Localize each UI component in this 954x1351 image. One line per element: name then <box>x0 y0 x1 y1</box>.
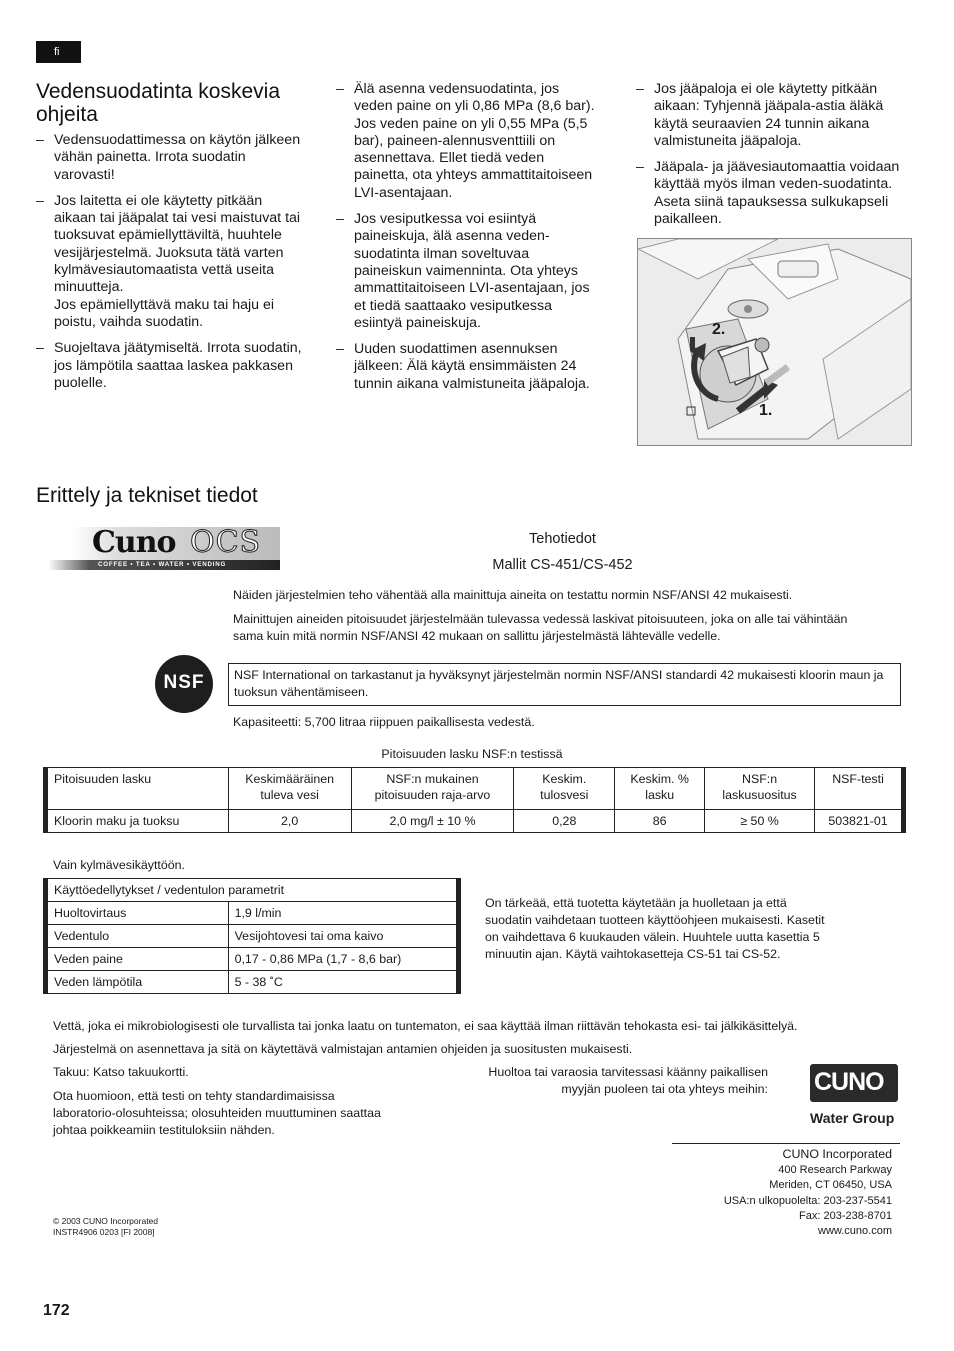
nsf-certification-mark <box>155 655 213 713</box>
section-title-line1: Vedensuodatinta koskevia <box>36 80 281 103</box>
table-row <box>48 810 902 833</box>
water-group-text: Water Group <box>810 1110 895 1126</box>
column-header: Keskim. tulosvesi <box>514 768 615 810</box>
table-cell: Kloorin maku ja tuoksu <box>48 810 229 833</box>
table-cell: ≥ 50 % <box>705 810 815 833</box>
cuno-water-group-logo <box>810 1064 900 1130</box>
table-row: Huoltovirtaus 1,9 l/min <box>48 902 457 925</box>
nsf-certification-box: NSF International on tarkastanut ja hyväksynyt järjestelmän normin NSF/ANSI standardi 42 mukaisesti kloorin maun ja tuoksun vähentämiseen. <box>228 663 901 706</box>
table-header-row <box>48 768 902 810</box>
company-name: CUNO Incorporated <box>782 1147 892 1161</box>
address-divider <box>672 1143 900 1144</box>
company-address <box>640 1146 892 1239</box>
document-code: INSTR4906 0203 [FI 2008] <box>53 1227 155 1237</box>
list-item: – Vedensuodattimessa on käytön jälkeen vähän painetta. Irrota suodatin varovasti! <box>36 132 306 184</box>
table-row: Vedentulo Vesijohtovesi tai oma kaivo <box>48 925 457 948</box>
note-microbiological: Vettä, joka ei mikrobiologisesti ole turvallista tai jonka laatu on tuntematon, ei saa käyttää ilman riittävän tehokasta esi- tai jälkikäsittelyä. <box>53 1019 798 1033</box>
conditions-table-wrap <box>43 878 461 994</box>
note-installation: Järjestelmä on asennettava ja sitä on käytettävä valmistajan antamien ohjeiden ja suositusten mukaisesti. <box>53 1042 633 1056</box>
address-phone: USA:n ulkopuolelta: 203-237-5541 <box>723 1194 892 1207</box>
table-header-row <box>48 879 457 902</box>
step-1-label: 1. <box>759 402 773 419</box>
column-header: Keskimääräinen tuleva vesi <box>228 768 351 810</box>
list-item: – Jos laitetta ei ole käytetty pitkään aikaan tai jääpalat tai vesi maistuvat tai tuoksuvat epämiellyttäviltä, huuhtele vesijärjestelmä. Juoksuta tätä varten kylmävesiautomaatista vettä useita minuutteja. Jos epämiellyttävä maku tai haju ei poistu, vaihda suodatin. <box>36 193 306 331</box>
address-fax: Fax: 203-238-8701 <box>799 1209 892 1222</box>
column-header: Keskim. % lasku <box>615 768 705 810</box>
models-title: Mallit CS-451/CS-452 <box>492 557 633 573</box>
service-contact-note: Huoltoa tai varaosia tarvitessasi käänny paikallisen myyjän puoleen tai ota yhteys meihin: <box>488 1065 768 1096</box>
address-street: 400 Research Parkway <box>778 1164 892 1176</box>
list-item: – Jääpala- ja jäävesiautomaattia voidaan käyttää myös ilman veden-suodatinta. Aseta siinä tapauksessa sulkukapseli paikalleen. <box>636 159 910 228</box>
filter-cap-drawing <box>638 239 911 445</box>
column-header: Pitoisuuden lasku <box>48 768 229 810</box>
copyright <box>53 1216 158 1238</box>
list-item: – Suojeltava jäätymiseltä. Irrota suodatin, jos lämpötila saattaa laskea pakkasen puolelle. <box>36 340 306 392</box>
section-title-line2: ohjeita <box>36 103 98 126</box>
instructions-column-2 <box>336 81 598 402</box>
performance-heading <box>440 526 685 578</box>
cold-water-only-note: Vain kylmävesikäyttöön. <box>53 858 185 872</box>
performance-table-wrap <box>43 767 906 833</box>
page-number: 172 <box>43 1302 70 1319</box>
intro-paragraph-1: Näiden järjestelmien teho vähentää alla mainittuja aineita on testattu normin NSF/ANSI 42 mukaisesti. <box>233 588 793 602</box>
section-title-filter-instructions <box>36 80 336 126</box>
copyright-line: © 2003 CUNO Incorporated <box>53 1216 159 1226</box>
cuno-ocs-logo <box>48 527 280 571</box>
table-row: Veden lämpötila 5 - 38 ˚C <box>48 971 457 994</box>
cuno-logo-text: Cuno <box>92 525 176 560</box>
instructions-column-3 <box>636 81 910 237</box>
table-caption: Pitoisuuden lasku NSF:n testissä <box>381 747 563 761</box>
column-header: NSF:n mukainen pitoisuuden raja-arvo <box>351 768 514 810</box>
conditions-table <box>47 878 457 994</box>
test-conditions-note: Ota huomioon, että testi on tehty standardimaisissa laboratorio-olosuhteissa; olosuhteiden muuttuminen saattaa johtaa poikkeamiin testituloksiin nähden. <box>53 1089 381 1137</box>
warranty-note: Takuu: Katso takuukortti. <box>53 1065 189 1079</box>
table-cell: 86 <box>615 810 705 833</box>
column-header: NSF:n laskusuositus <box>705 768 815 810</box>
language-tag: fi <box>36 41 81 63</box>
list-item: – Jos vesiputkessa voi esiintyä paineiskuja, älä asenna veden-suodatinta ilman soveltuvaa paineiskun vaimenninta. Ota yhteys ammattitaitoiseen LVI-asentajaan, jos et tiedä saattaako vesiputkessa esiintyä paineiskuja. <box>336 211 598 332</box>
general-notes <box>53 1018 913 1058</box>
instructions-column-1 <box>36 132 306 401</box>
section-title-specifications: Erittely ja tekniset tiedot <box>36 484 258 507</box>
performance-title: Tehotiedot <box>529 531 596 547</box>
table-cell: 0,28 <box>514 810 615 833</box>
capacity-text: Kapasiteetti: 5,700 litraa riippuen paikallisesta vedestä. <box>233 715 535 729</box>
filter-cap-illustration <box>637 238 912 446</box>
address-city: Meriden, CT 06450, USA <box>769 1179 892 1192</box>
ocs-logo-text: OCS <box>190 525 262 560</box>
nsf-mark-text: NSF <box>163 672 205 693</box>
table-cell: 2,0 <box>228 810 351 833</box>
logo-tagline: COFFEE • TEA • WATER • VENDING <box>98 561 227 568</box>
performance-table <box>47 767 902 833</box>
table-cell: 2,0 mg/l ± 10 % <box>351 810 514 833</box>
table-row: Veden paine 0,17 - 0,86 MPa (1,7 - 8,6 bar) <box>48 948 457 971</box>
cuno-mark-text: CUNO <box>814 1068 884 1096</box>
conditions-header: Käyttöedellytykset / vedentulon parametrit <box>48 879 457 902</box>
list-item: – Uuden suodattimen asennuksen jälkeen: Älä käytä ensimmäisten 24 tunnin aikana valmistuneita jääpaloja. <box>336 341 598 393</box>
step-2-label: 2. <box>712 321 726 338</box>
address-website: www.cuno.com <box>818 1225 892 1238</box>
list-item: – Älä asenna vedensuodatinta, jos veden paine on yli 0,86 MPa (8,6 bar). Jos veden paine on yli 0,55 MPa (5,5 bar), paineen-alennusventtiili on asennettava. Ellet tiedä veden painetta, ota yhteys ammattitaitoiseen LVI-asentajaan. <box>336 81 598 202</box>
list-item: – Jos jääpaloja ei ole käytetty pitkään aikaan: Tyhjennä jääpala-astia äläkä käytä seuraavien 24 tunnin aikana valmistuneita jääpaloja. <box>636 81 910 150</box>
maintenance-note: On tärkeää, että tuotetta käytetään ja huolletaan ja että suodatin vaihdetaan tuotteen käyttöohjeen mukaisesti. Kasetit on vaihdettava 6 kuukauden välein. Huuhtele uutta kasettia 5 minuutin ajan. Käytä vaihtokasetteja CS-51 tai CS-52. <box>485 896 825 961</box>
intro-paragraph-2: Mainittujen aineiden pitoisuudet järjestelmään tulevassa vedessä laskivat pitoisuuteen, joka on alle tai vähintään sama kuin mitä normin NSF/ANSI 42 mukaan on sallittu järjestelmästä lähtevälle vedelle. <box>233 612 848 643</box>
intro-text <box>233 587 873 645</box>
table-cell: 503821-01 <box>815 810 902 833</box>
column-header: NSF-testi <box>815 768 902 810</box>
